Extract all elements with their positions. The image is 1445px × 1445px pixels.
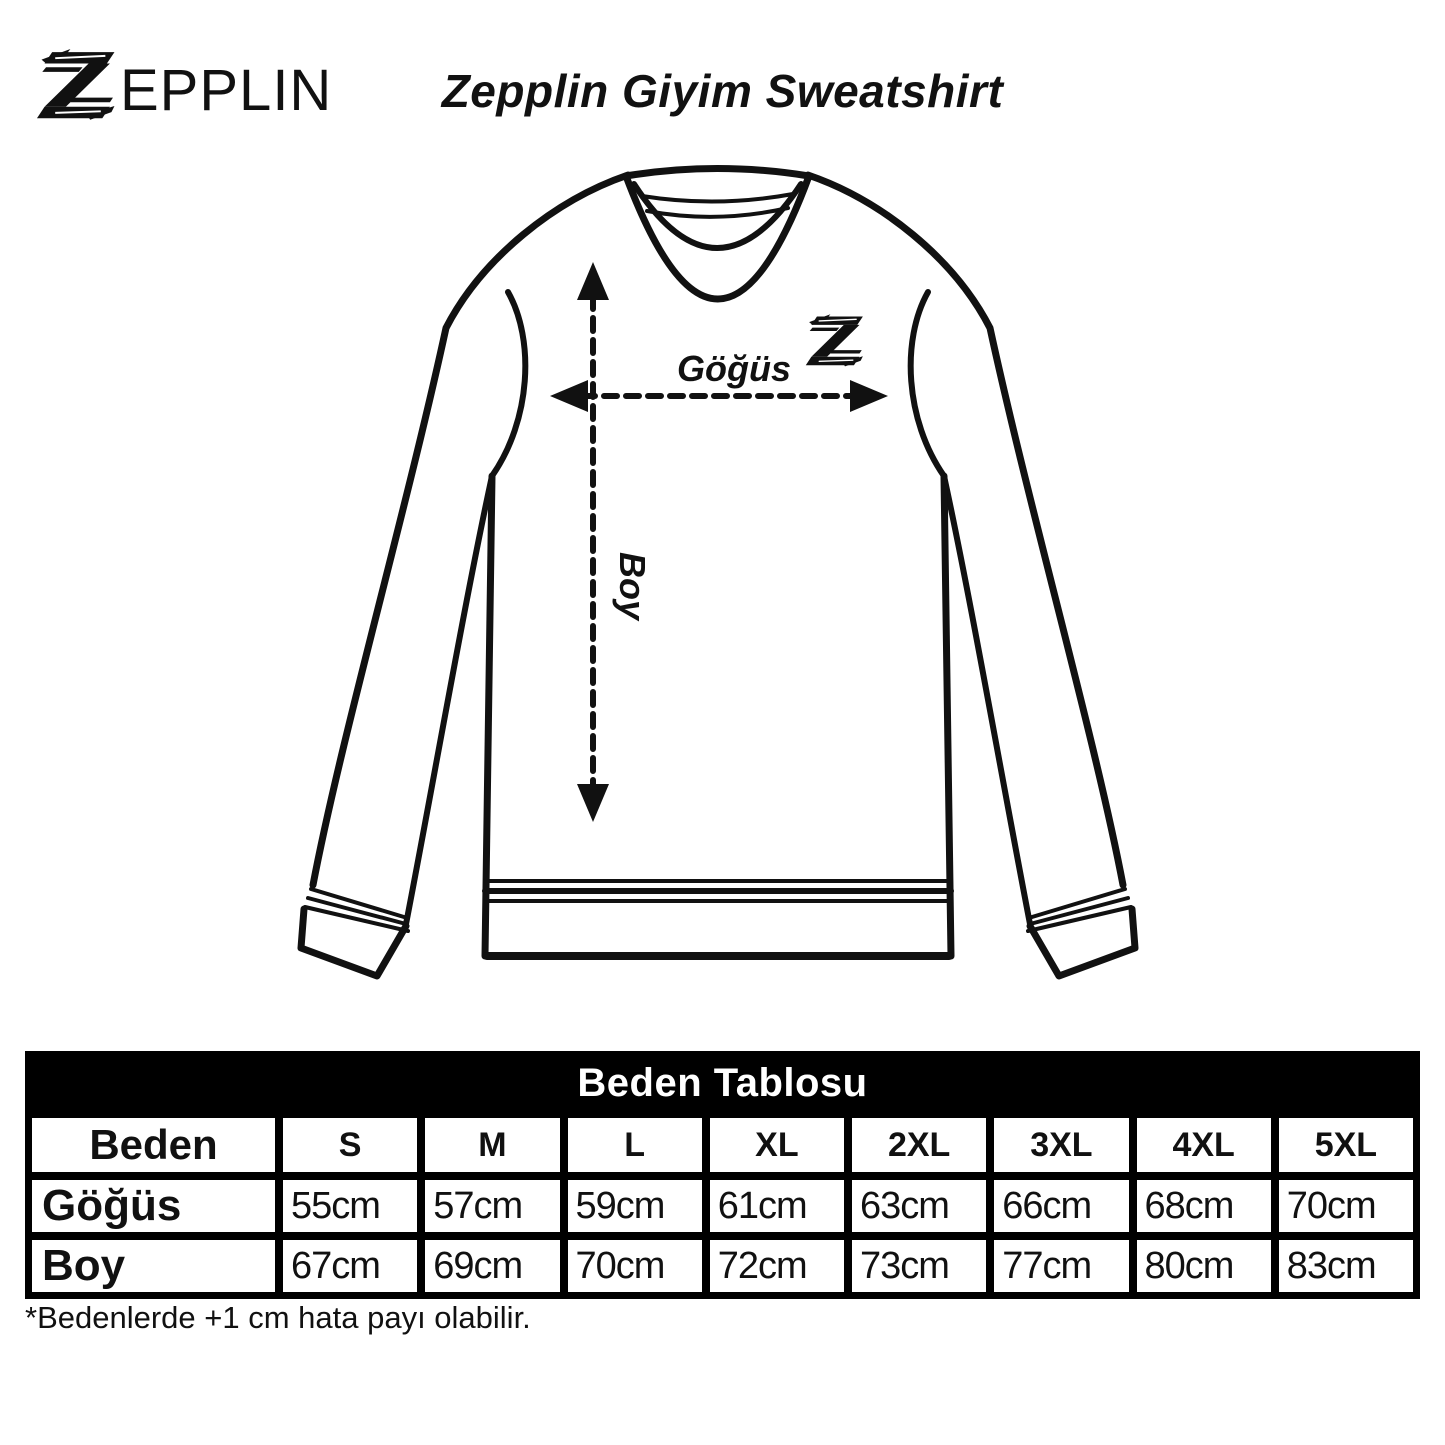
garment-left-half [301,175,628,976]
page-title [0,64,1445,118]
size-table-title: Beden Tablosu [577,1061,868,1105]
length-5xl: 83cm [1279,1240,1413,1292]
col-header-xl: XL [710,1118,844,1172]
chest-s: 55cm [283,1180,417,1232]
length-m: 69cm [425,1240,559,1292]
chest-label: Göğüs [677,348,791,389]
col-header-s: S [283,1118,417,1172]
row-label-chest: Göğüs [32,1180,275,1232]
col-header-4xl: 4XL [1137,1118,1271,1172]
size-table [25,1051,1420,1299]
chest-z-logo-icon [806,314,863,366]
length-2xl: 73cm [852,1240,986,1292]
chest-m: 57cm [425,1180,559,1232]
garment-right-half [808,175,1135,976]
chest-5xl: 70cm [1279,1180,1413,1232]
length-s: 67cm [283,1240,417,1292]
col-header-m: M [425,1118,559,1172]
hem-band [485,881,951,956]
size-table-grid [32,1118,1413,1292]
row-label-length: Boy [32,1240,275,1292]
chest-2xl: 63cm [852,1180,986,1232]
col-header-l: L [568,1118,702,1172]
col-header-3xl: 3XL [994,1118,1128,1172]
length-xl: 72cm [710,1240,844,1292]
collar [626,169,809,300]
length-label: Boy [612,551,653,621]
size-footnote: *Bedenlerde +1 cm hata payı olabilir. [25,1300,531,1335]
length-3xl: 77cm [994,1240,1128,1292]
length-arrow [577,262,609,822]
col-header-5xl: 5XL [1279,1118,1413,1172]
chest-4xl: 68cm [1137,1180,1271,1232]
chest-l: 59cm [568,1180,702,1232]
chest-3xl: 66cm [994,1180,1128,1232]
col-header-2xl: 2XL [852,1118,986,1172]
chest-xl: 61cm [710,1180,844,1232]
length-4xl: 80cm [1137,1240,1271,1292]
page-title-brand: Zepplin Giyim [441,65,766,117]
col-header-beden: Beden [32,1118,275,1172]
logo-text: EPPLIN [120,58,333,123]
page-title-product: Sweatshirt [765,65,1004,117]
length-l: 70cm [568,1240,702,1292]
